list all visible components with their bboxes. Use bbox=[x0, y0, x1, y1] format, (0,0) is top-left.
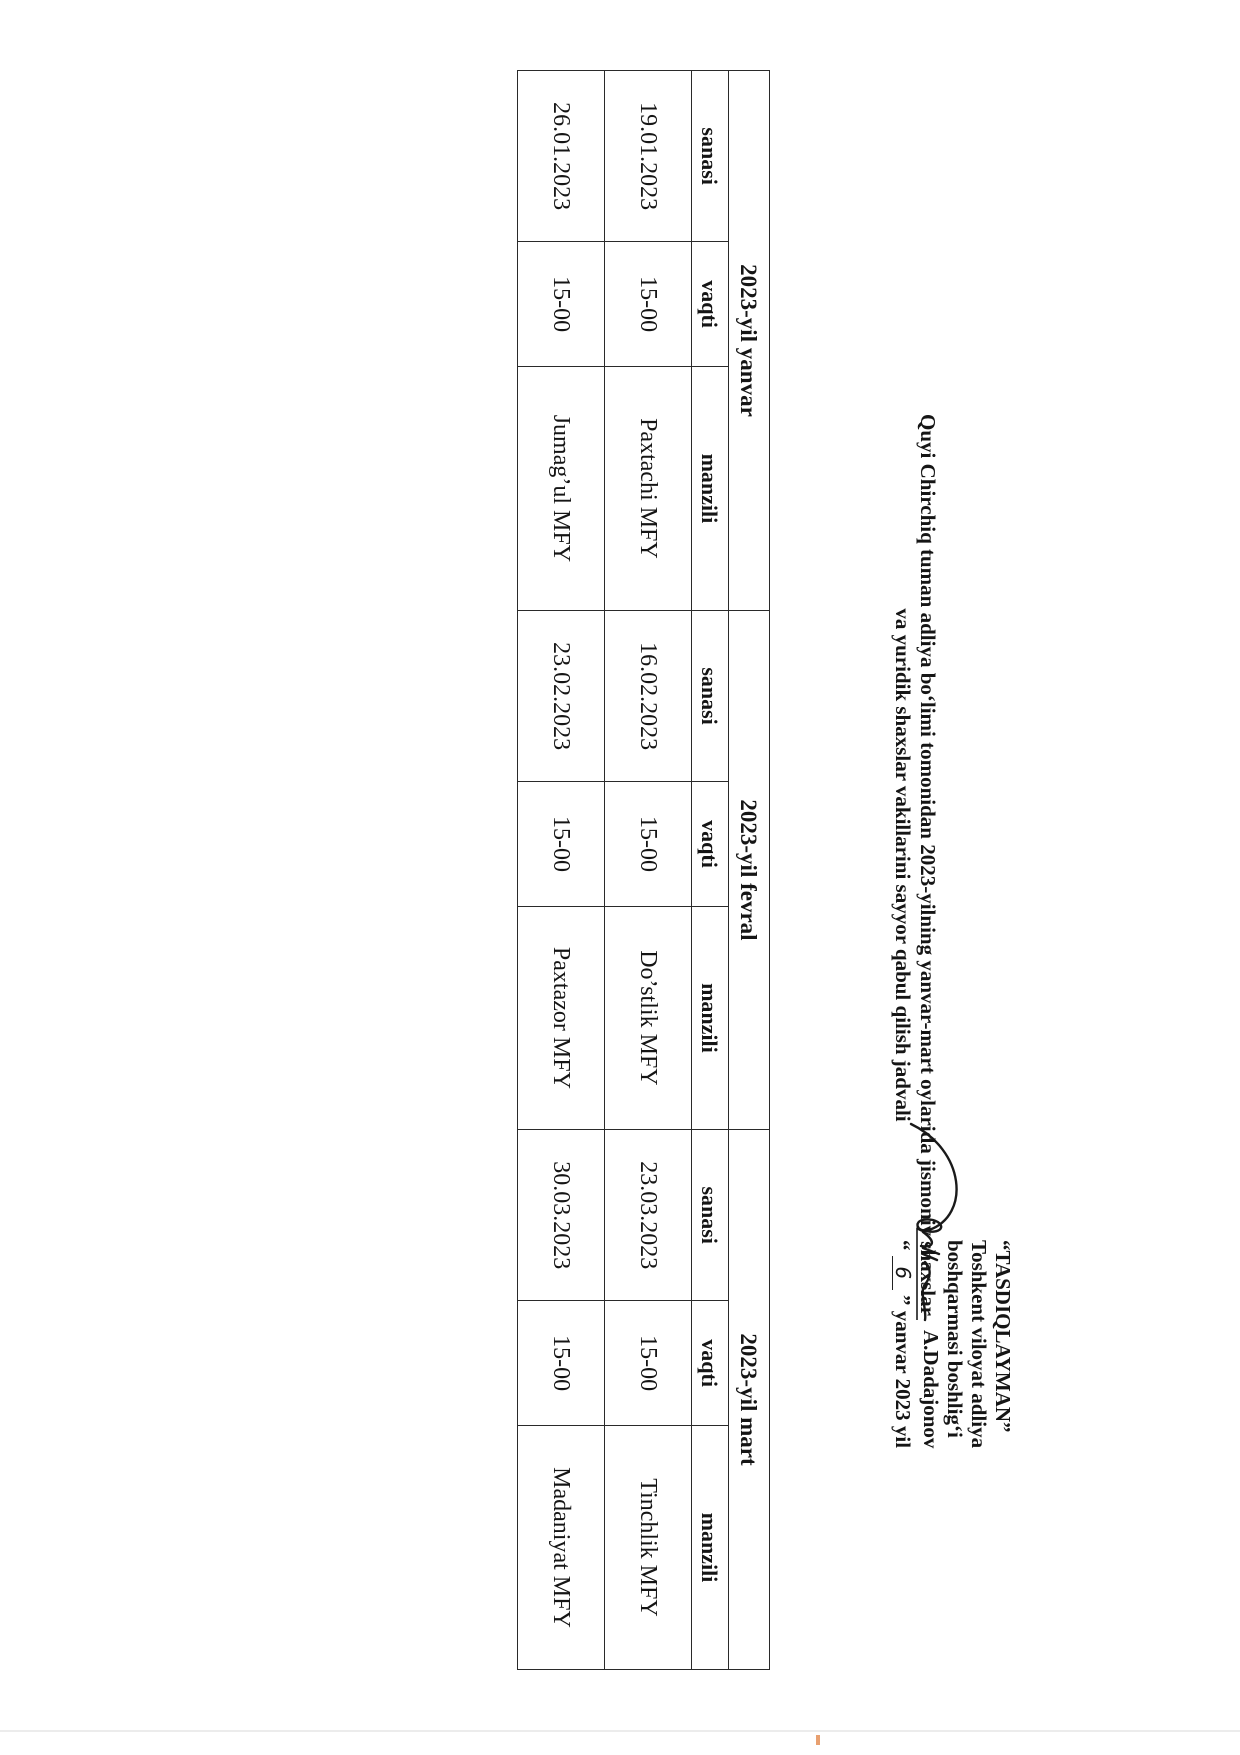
date-month-year: ” yanvar 2023 yil bbox=[891, 1295, 915, 1449]
table-cell: Madaniyat MFY bbox=[518, 1425, 605, 1669]
table-cell: Do’stlik MFY bbox=[605, 906, 692, 1129]
month-header-january: 2023-yil yanvar bbox=[729, 71, 770, 611]
column-header-row bbox=[692, 71, 729, 1670]
scan-edge-line bbox=[0, 1730, 1240, 1732]
table-cell: 15-00 bbox=[605, 1301, 692, 1426]
table-cell: Jumag’ul MFY bbox=[518, 366, 605, 610]
column-header: sanasi bbox=[692, 1130, 729, 1301]
column-header: vaqti bbox=[692, 782, 729, 907]
month-header-february: 2023-yil fevral bbox=[729, 610, 770, 1129]
table-cell: 15-00 bbox=[518, 242, 605, 367]
date-day-handwritten: 6 bbox=[892, 1256, 913, 1290]
approval-heading: “TASDIQLAYMAN” bbox=[991, 1240, 1015, 1433]
column-header: manzili bbox=[692, 1425, 729, 1669]
table-row bbox=[605, 71, 692, 1670]
table-row bbox=[518, 71, 605, 1670]
table-cell: 23.02.2023 bbox=[518, 610, 605, 781]
document-title bbox=[890, 250, 940, 1480]
column-header: manzili bbox=[692, 366, 729, 610]
table-cell: 30.03.2023 bbox=[518, 1130, 605, 1301]
date-open-quote: “ bbox=[891, 1240, 915, 1251]
table-cell: 15-00 bbox=[605, 782, 692, 907]
column-header: sanasi bbox=[692, 610, 729, 781]
table-cell: Paxtachi MFY bbox=[605, 366, 692, 610]
approval-org-line2: boshqarmasi boshlig‘i bbox=[943, 1240, 967, 1438]
table-cell: 16.02.2023 bbox=[605, 610, 692, 781]
table-cell: Paxtazor MFY bbox=[518, 906, 605, 1129]
month-header-row bbox=[729, 71, 770, 1670]
title-line-1: Quyi Chirchiq tuman adliya bo‘limi tomonidan 2023-yilning yanvar-mart oylarida jismoniy shaxslar bbox=[916, 414, 940, 1316]
column-header: vaqti bbox=[692, 1301, 729, 1426]
table-cell: 26.01.2023 bbox=[518, 71, 605, 242]
approval-org-line1: Toshkent viloyat adliya bbox=[967, 1240, 991, 1449]
table-cell: 15-00 bbox=[605, 242, 692, 367]
column-header: sanasi bbox=[692, 71, 729, 242]
table-cell: 15-00 bbox=[518, 782, 605, 907]
column-header: vaqti bbox=[692, 242, 729, 367]
month-header-march: 2023-yil mart bbox=[729, 1130, 770, 1670]
title-line-2: va yuridik shaxslar vakillarini sayyor qabul qilish jadvali bbox=[891, 608, 915, 1122]
scan-edge-mark bbox=[816, 1735, 820, 1745]
table-cell: Tinchlik MFY bbox=[605, 1425, 692, 1669]
column-header: manzili bbox=[692, 906, 729, 1129]
schedule-table bbox=[517, 70, 770, 1670]
table-cell: 15-00 bbox=[518, 1301, 605, 1426]
table-cell: 23.03.2023 bbox=[605, 1130, 692, 1301]
table-cell: 19.01.2023 bbox=[605, 71, 692, 242]
signer-name: A.Dadajonov bbox=[919, 1330, 943, 1449]
